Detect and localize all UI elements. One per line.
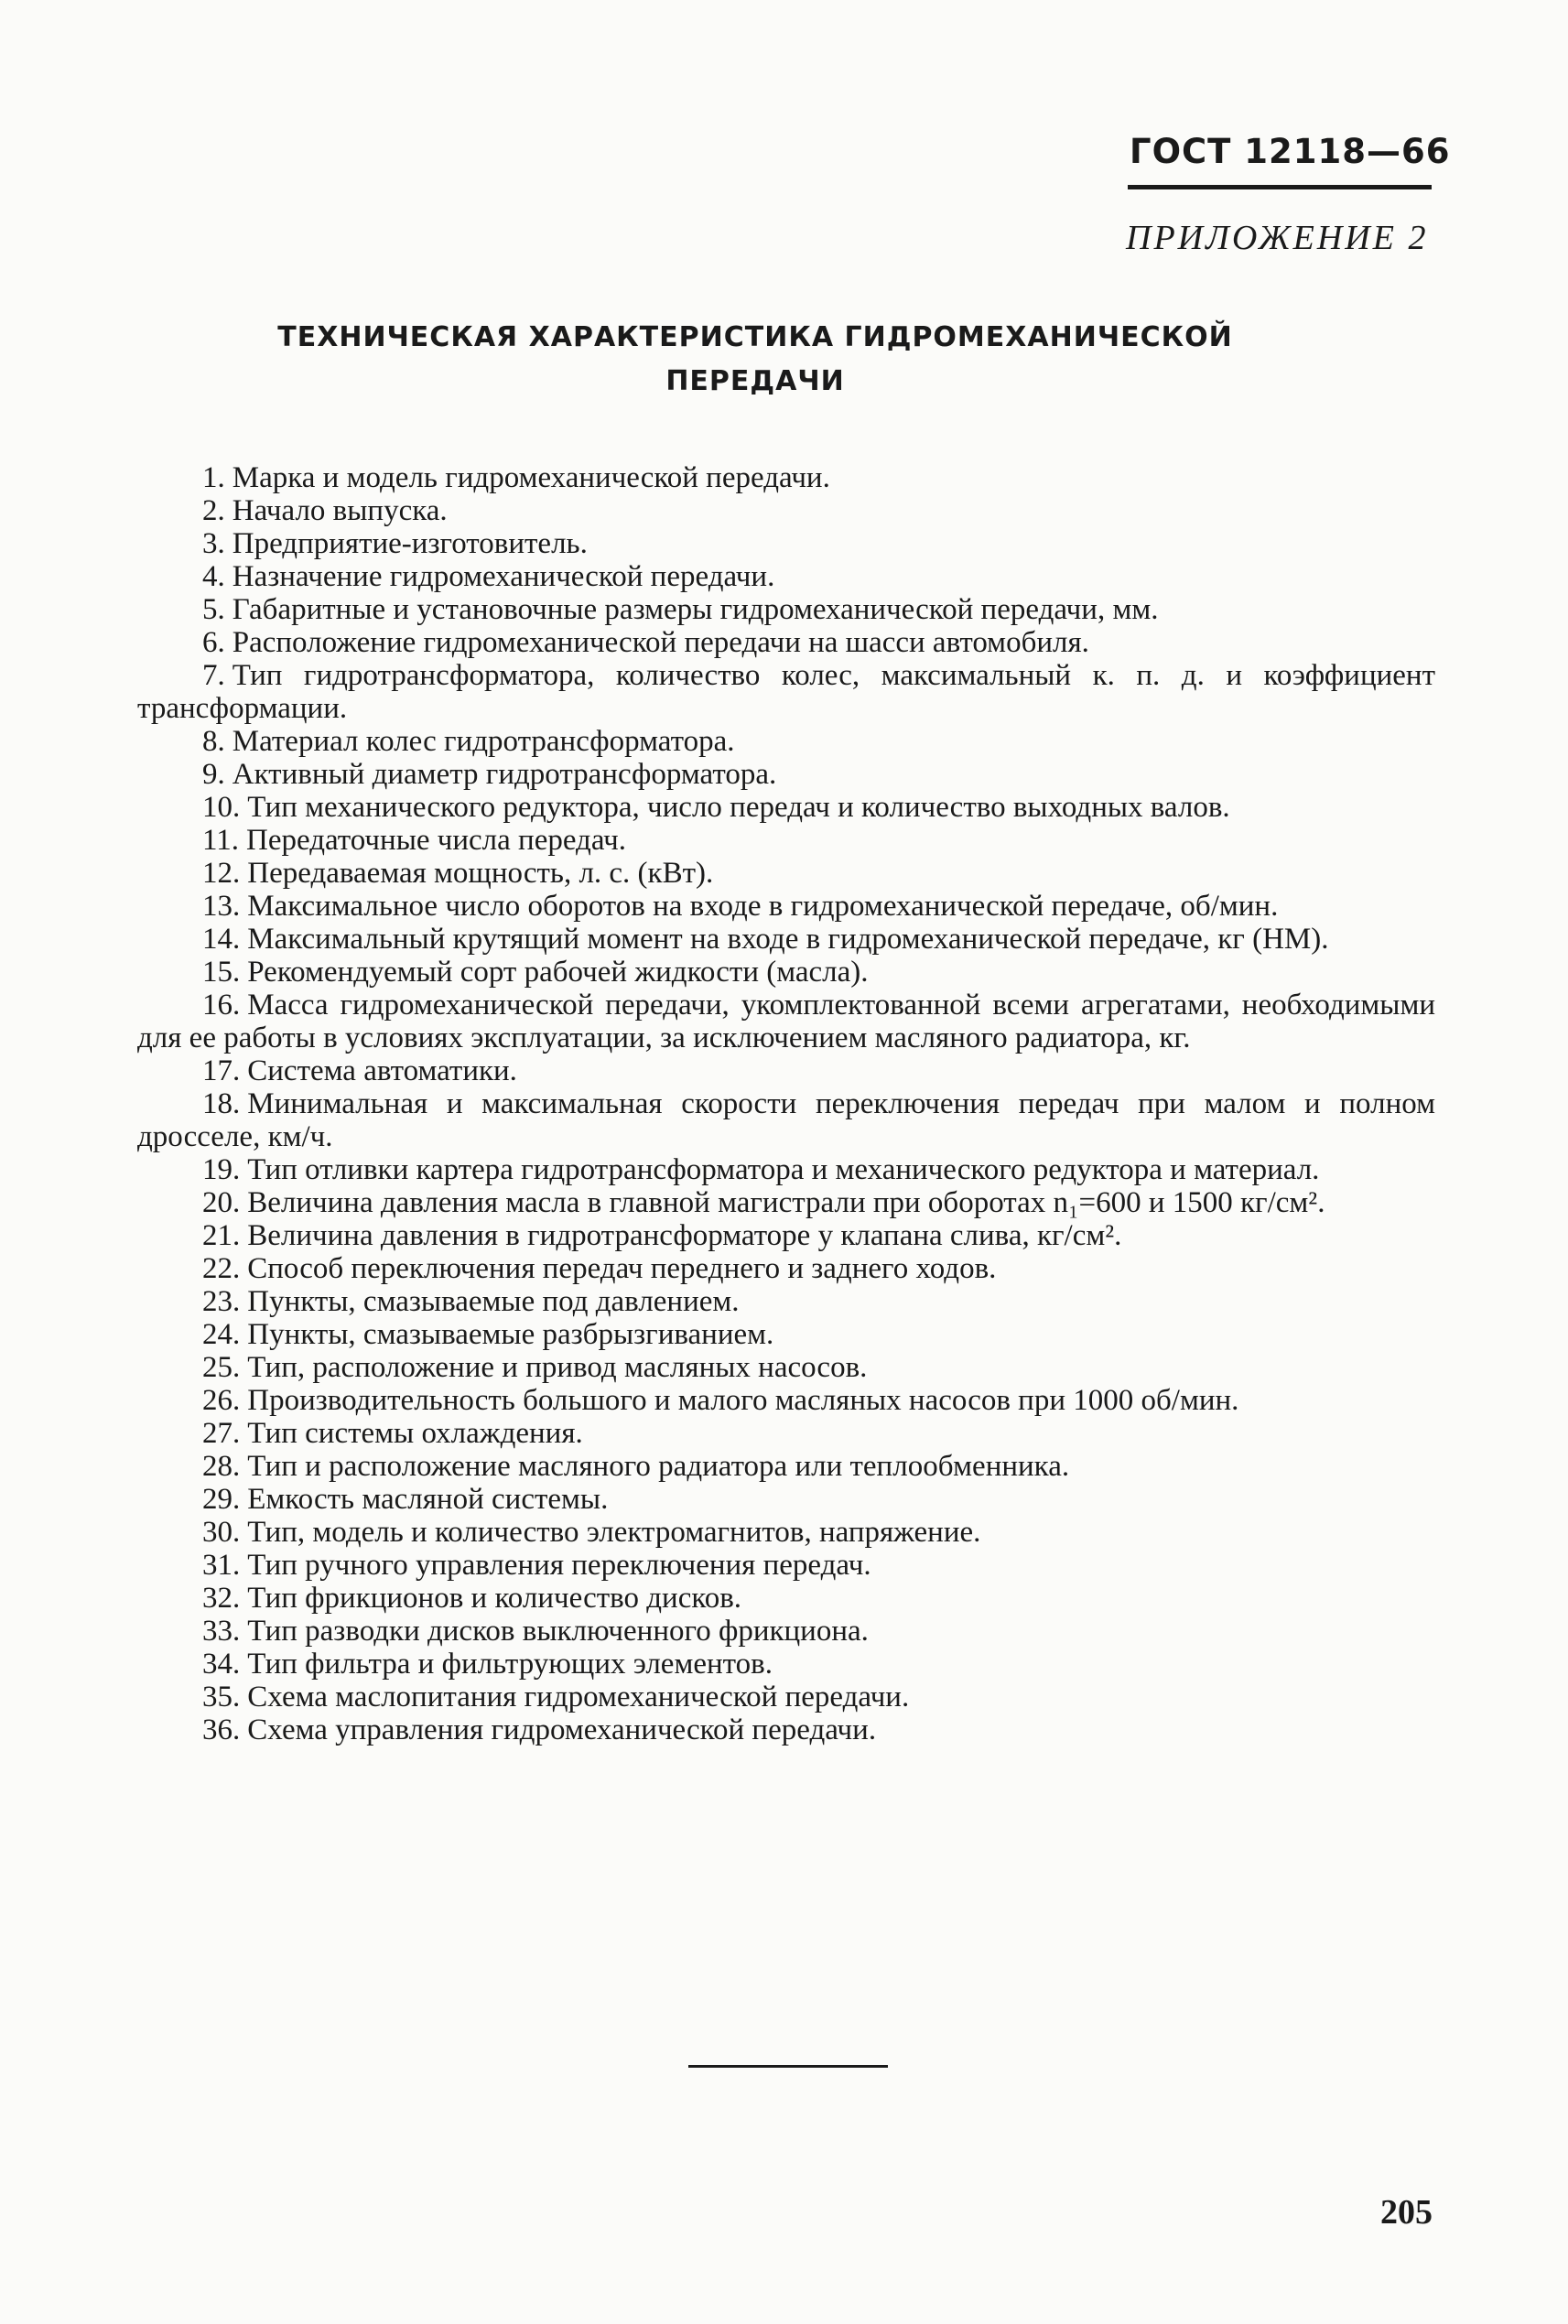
list-item: 9. Активный диаметр гидротрансформатора.	[202, 758, 777, 791]
list-item: 6. Расположение гидромеханической передачи на шасси автомобиля.	[202, 626, 1089, 659]
list-item: 29. Емкость масляной системы.	[202, 1483, 609, 1516]
list-item: 34. Тип фильтра и фильтрующих элементов.	[202, 1648, 773, 1681]
list-item: 3. Предприятие-изготовитель.	[202, 527, 588, 560]
list-item: 23. Пункты, смазываемые под давлением.	[202, 1285, 740, 1318]
list-item: 10. Тип механического редуктора, число передач и количество выходных валов.	[202, 791, 1230, 824]
appendix-label: ПРИЛОЖЕНИЕ 2	[1126, 219, 1429, 257]
list-item: 17. Система автоматики.	[202, 1054, 517, 1087]
list-item: 21. Величина давления в гидротрансформаторе у клапана слива, кг/см².	[202, 1219, 1122, 1252]
list-item: 22. Способ переключения передач переднего и заднего ходов.	[202, 1252, 997, 1285]
list-item: 26. Производительность большого и малого масляных насосов при 1000 об/мин.	[202, 1384, 1239, 1417]
list-item: 5. Габаритные и установочные размеры гидромеханической передачи, мм.	[202, 593, 1159, 626]
document-code: ГОСТ 12118—66	[1130, 132, 1451, 171]
list-item: 24. Пункты, смазываемые разбрызгиванием.	[202, 1318, 774, 1351]
page-title	[229, 316, 1281, 404]
list-item: 11. Передаточные числа передач.	[202, 824, 627, 857]
header-rule	[1128, 185, 1432, 189]
list-item: 18. Минимальная и максимальная скорости переключения передач при малом и полном дросселе, км/ч.	[137, 1087, 1435, 1153]
page-number: 205	[1380, 2193, 1433, 2232]
list-item: 30. Тип, модель и количество электромагнитов, напряжение.	[202, 1516, 981, 1549]
list-item: 15. Рекомендуемый сорт рабочей жидкости (масла).	[202, 956, 869, 989]
list-item: 7. Тип гидротрансформатора, количество колес, максимальный к. п. д. и коэффициент трансформации.	[137, 659, 1435, 725]
title-line-2: ПЕРЕДАЧИ	[665, 365, 845, 397]
list-item: 13. Максимальное число оборотов на входе в гидромеханической передаче, об/мин.	[202, 890, 1279, 923]
list-item: 36. Схема управления гидромеханической передачи.	[202, 1713, 877, 1746]
list-item: 14. Максимальный крутящий момент на входе в гидромеханической передаче, кг (НМ).	[202, 923, 1329, 956]
list-item: 25. Тип, расположение и привод масляных насосов.	[202, 1351, 868, 1384]
end-rule	[688, 2065, 888, 2068]
list-item: 1. Марка и модель гидромеханической передачи.	[202, 461, 830, 494]
list-item: 27. Тип системы охлаждения.	[202, 1417, 583, 1450]
list-item: 28. Тип и расположение масляного радиатора или теплообменника.	[202, 1450, 1070, 1483]
list-item: 19. Тип отливки картера гидротрансформатора и механического редуктора и материал.	[202, 1153, 1320, 1186]
characteristics-list	[137, 461, 1435, 1746]
list-item: 33. Тип разводки дисков выключенного фрикциона.	[202, 1615, 869, 1648]
list-item: 32. Тип фрикционов и количество дисков.	[202, 1582, 742, 1615]
list-item: 16. Масса гидромеханической передачи, укомплектованной всеми агрегатами, необходимыми для ее работы в условиях эксплуатации, за исключением масляного радиатора, кг.	[137, 989, 1435, 1054]
list-item: 35. Схема маслопитания гидромеханической передачи.	[202, 1681, 910, 1713]
list-item: 31. Тип ручного управления переключения передач.	[202, 1549, 871, 1582]
title-line-1: ТЕХНИЧЕСКАЯ ХАРАКТЕРИСТИКА ГИДРОМЕХАНИЧЕСКОЙ	[277, 321, 1233, 353]
list-item: 2. Начало выпуска.	[202, 494, 448, 527]
list-item: 20. Величина давления масла в главной магистрали при оборотах n₁=600 и 1500 кг/см².	[202, 1186, 1325, 1219]
list-item: 12. Передаваемая мощность, л. с. (кВт).	[202, 857, 714, 890]
list-item: 4. Назначение гидромеханической передачи.	[202, 560, 775, 593]
list-item: 8. Материал колес гидротрансформатора.	[202, 725, 735, 758]
